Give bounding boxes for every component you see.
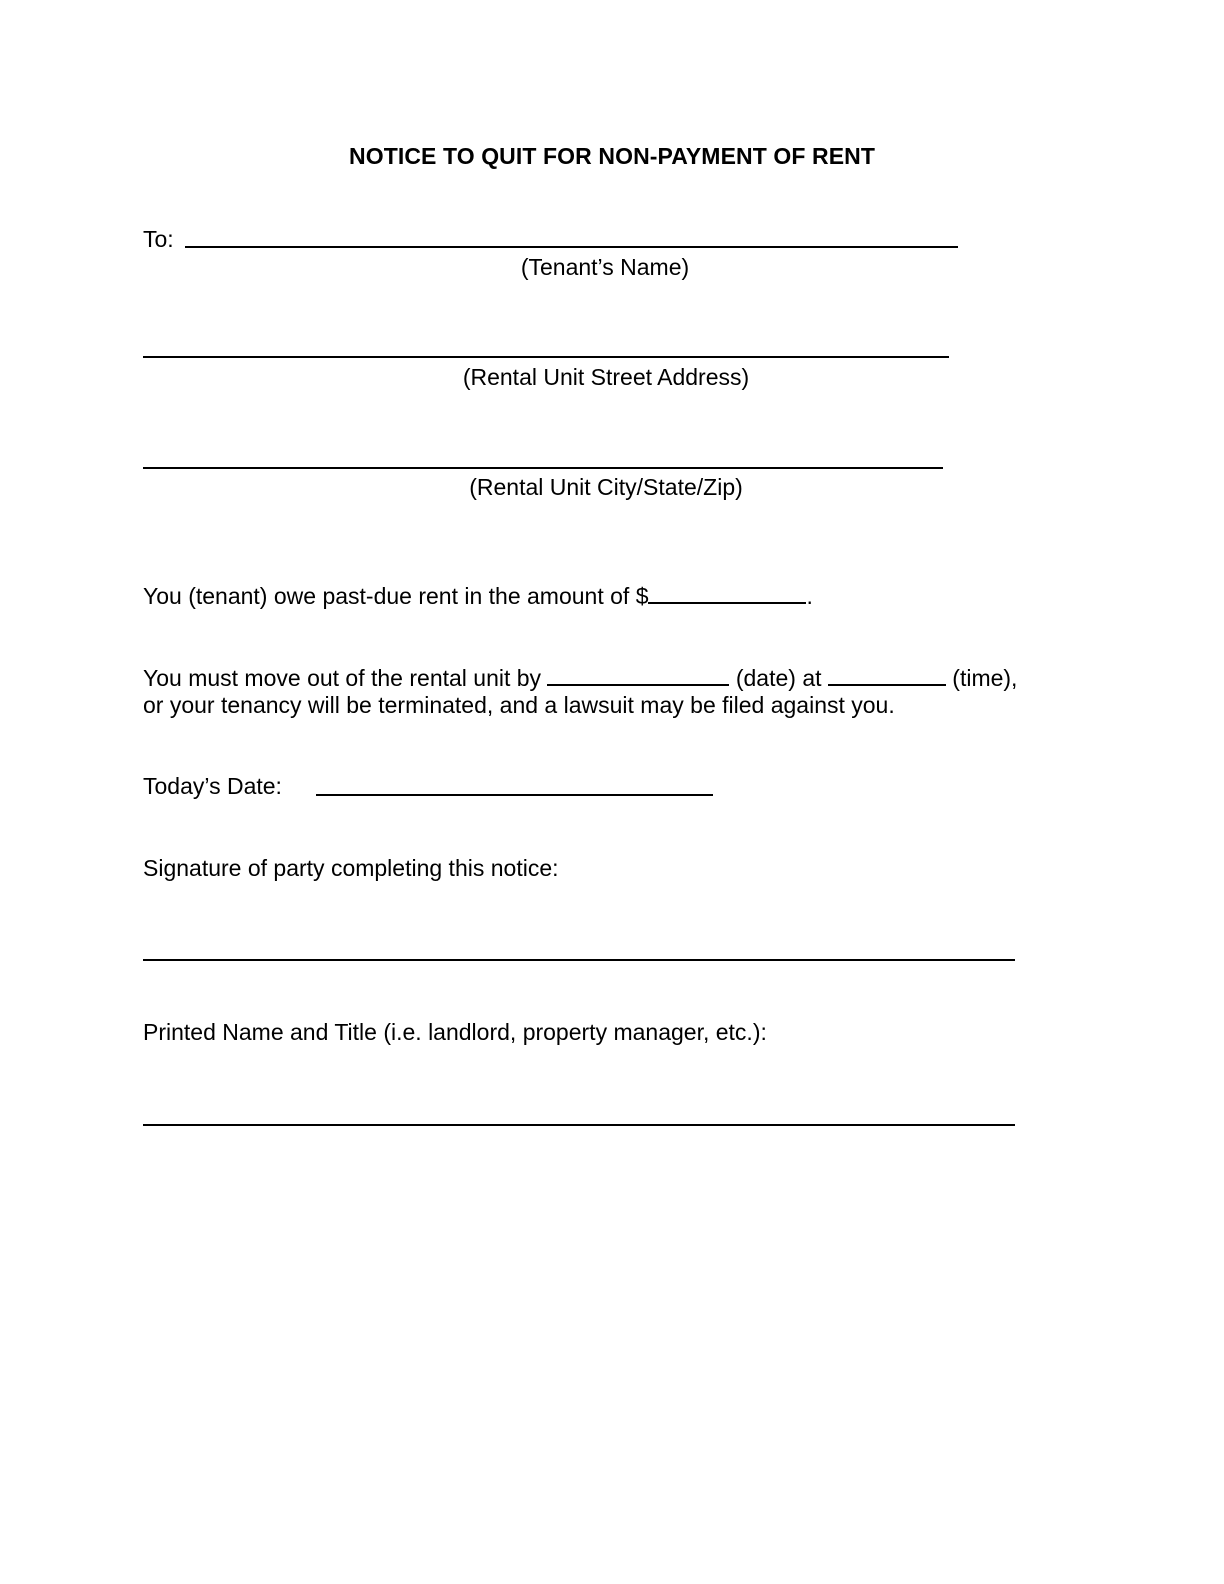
rent-owed-period: . bbox=[806, 583, 813, 609]
move-out-time-blank[interactable] bbox=[828, 664, 946, 686]
signature-line[interactable] bbox=[143, 959, 1015, 961]
rent-owed-sentence bbox=[143, 582, 813, 610]
city-state-zip-caption: (Rental Unit City/State/Zip) bbox=[469, 474, 743, 500]
street-address-line[interactable] bbox=[143, 356, 949, 358]
street-address-caption: (Rental Unit Street Address) bbox=[462, 364, 750, 390]
todays-date-label: Today’s Date: bbox=[143, 773, 282, 799]
signature-label: Signature of party completing this notice: bbox=[143, 855, 559, 881]
printed-name-label: Printed Name and Title (i.e. landlord, property manager, etc.): bbox=[143, 1019, 767, 1045]
tenant-name-caption: (Tenant’s Name) bbox=[520, 254, 690, 280]
printed-name-line[interactable] bbox=[143, 1124, 1015, 1126]
tenant-name-line[interactable] bbox=[185, 246, 958, 248]
move-out-text: You must move out of the rental unit by bbox=[143, 665, 542, 691]
time-label: (time), bbox=[952, 665, 1018, 691]
move-out-sentence bbox=[143, 664, 1017, 692]
rent-owed-text: You (tenant) owe past-due rent in the amount of $ bbox=[143, 583, 649, 609]
to-label: To: bbox=[143, 226, 174, 252]
city-state-zip-line[interactable] bbox=[143, 467, 943, 469]
document-title: NOTICE TO QUIT FOR NON-PAYMENT OF RENT bbox=[349, 143, 875, 169]
rent-amount-blank[interactable] bbox=[648, 582, 806, 604]
move-out-consequence: or your tenancy will be terminated, and a lawsuit may be filed against you. bbox=[143, 692, 895, 718]
date-label: (date) at bbox=[735, 665, 822, 691]
todays-date-line[interactable] bbox=[316, 794, 713, 796]
move-out-date-blank[interactable] bbox=[547, 664, 729, 686]
